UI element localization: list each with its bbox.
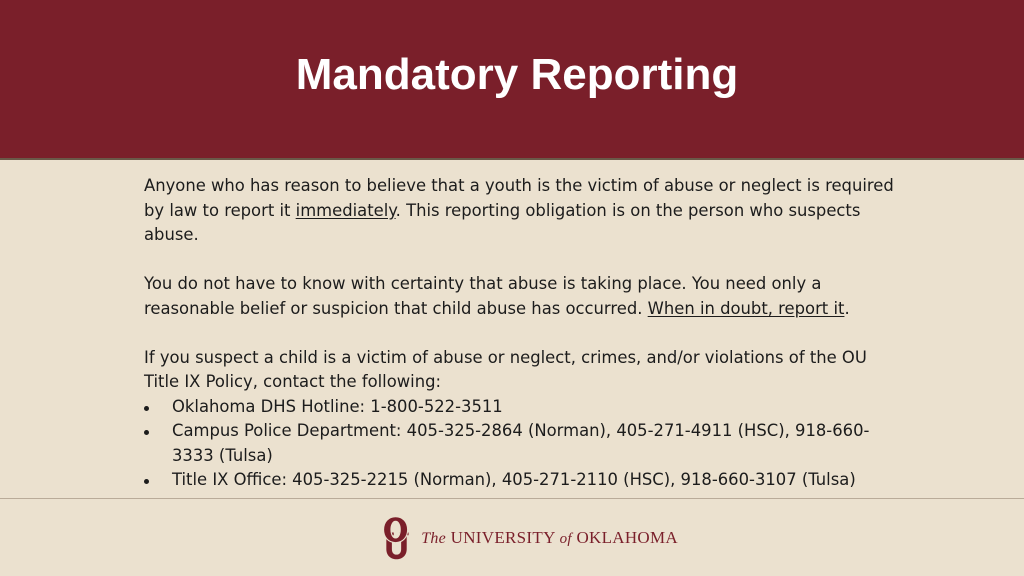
slide-body bbox=[144, 174, 904, 493]
logo-wordmark: The UNIVERSITY of OKLAHOMA bbox=[421, 528, 678, 547]
footer-divider bbox=[0, 498, 1024, 499]
paragraph-immediate-reporting: Anyone who has reason to believe that a youth is the victim of abuse or neglect is required by law to report it immediately. This reporting obligation is on the person who suspects abuse. bbox=[144, 176, 894, 244]
contact-item-dhs: Oklahoma DHS Hotline: 1-800-522-3511 bbox=[144, 395, 904, 420]
bullet-icon bbox=[144, 479, 149, 484]
bullet-icon bbox=[144, 406, 149, 411]
emphasis-immediately: immediately bbox=[295, 200, 396, 220]
ou-monogram-icon bbox=[378, 514, 413, 562]
ou-logo bbox=[378, 514, 678, 562]
contact-list bbox=[144, 395, 904, 493]
contact-item-campus-police: Campus Police Department: 405-325-2864 (Norman), 405-271-4911 (HSC), 918-660-3333 (Tulsa) bbox=[144, 419, 904, 468]
contact-item-title-ix: Title IX Office: 405-325-2215 (Norman), 405-271-2110 (HSC), 918-660-3107 (Tulsa) bbox=[144, 468, 904, 493]
slide-title: Mandatory Reporting bbox=[295, 50, 739, 99]
bullet-icon bbox=[144, 430, 149, 435]
emphasis-when-in-doubt: When in doubt, report it bbox=[647, 298, 845, 318]
paragraph-contact-intro: If you suspect a child is a victim of abuse or neglect, crimes, and/or violations of the OU Title IX Policy, contact the following: bbox=[144, 347, 867, 391]
paragraph-reasonable-belief: You do not have to know with certainty that abuse is taking place. You need only a reasonable belief or suspicion that child abuse has occurred. When in doubt, report it. bbox=[144, 274, 850, 318]
title-banner bbox=[0, 0, 1024, 160]
